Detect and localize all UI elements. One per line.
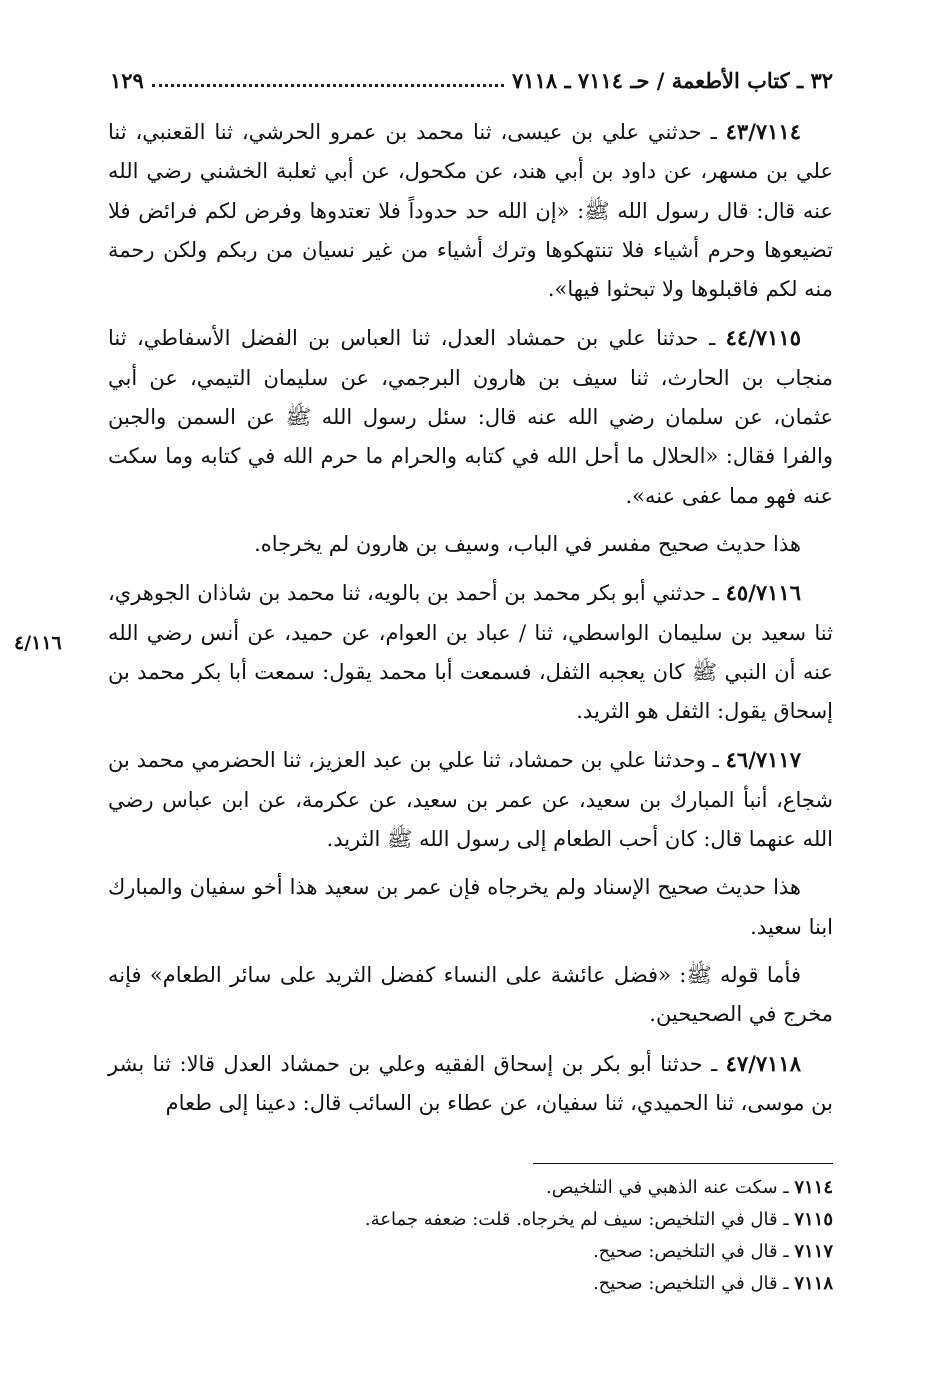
leader-dots <box>152 84 504 87</box>
hadith-paragraph <box>108 318 833 515</box>
footnote-text: ـ سكت عنه الذهبي في التلخيص. <box>546 1177 795 1198</box>
main-text <box>108 112 833 1132</box>
commentary-paragraph <box>108 868 833 947</box>
commentary-text: فأما قوله ﷺ: «فضل عائشة على النساء كفضل الثريد على سائر الطعام» فإنه مخرج في الصحيحين. <box>108 962 833 1027</box>
footnote-number: ٧١١٤ <box>794 1177 833 1198</box>
hadith-text: ـ حدثنا علي بن حمشاد العدل، ثنا العباس بن الفضل الأسفاطي، ثنا منجاب بن الحارث، ثنا سيف بن هارون البرجمي، عن سليمان التيمي، عن أبي عثمان، عن سلمان رضي الله عنه قال: سئل رسول الله ﷺ عن السمن والجبن والفرا فقال: «الحلال ما أحل الله في كتابه والحرام ما حرم الله في كتابه وما سكت عنه فهو مما عفى عنه». <box>108 326 833 508</box>
footnotes <box>108 1172 833 1300</box>
footnote <box>108 1172 833 1204</box>
footnote <box>108 1236 833 1268</box>
hadith-number: ٤٤/٧١١٥ <box>725 325 801 351</box>
running-title: ٣٢ ـ كتاب الأطعمة / حـ ٧١١٤ ـ ٧١١٨ <box>512 67 833 93</box>
footnote-number: ٧١١٨ <box>794 1273 833 1294</box>
commentary-paragraph <box>108 956 833 1035</box>
hadith-number: ٤٣/٧١١٤ <box>725 119 801 144</box>
footnote-text: ـ قال في التلخيص: صحيح. <box>592 1241 795 1262</box>
footnote <box>108 1268 833 1300</box>
manuscript-folio-note: ٤/١١٦ <box>14 632 62 654</box>
footnote-separator <box>533 1163 833 1164</box>
hadith-paragraph <box>108 112 833 309</box>
commentary-text: هذا حديث صحيح الإسناد ولم يخرجاه فإن عمر بن سعيد هذا أخو سفيان والمبارك ابنا سعيد. <box>108 875 833 939</box>
hadith-paragraph <box>108 1044 833 1124</box>
hadith-number: ٤٧/٧١١٨ <box>725 1050 801 1076</box>
footnote-text: ـ قال في التلخيص: صحيح. <box>592 1273 795 1294</box>
footnote-number: ٧١١٧ <box>794 1241 833 1262</box>
page-number: ١٢٩ <box>110 67 144 93</box>
hadith-paragraph <box>108 740 833 859</box>
page-header <box>110 60 833 100</box>
footnote <box>108 1204 833 1236</box>
hadith-text: ـ حدثنا أبو بكر بن إسحاق الفقيه وعلي بن حمشاد العدل قالا: ثنا بشر بن موسى، ثنا الحميدي، ثنا سفيان، عن عطاء بن السائب قال: دعينا إلى طعام <box>108 1051 833 1115</box>
hadith-number: ٤٥/٧١١٦ <box>725 580 801 606</box>
hadith-paragraph <box>108 573 833 731</box>
hadith-text: ـ وحدثنا علي بن حمشاد، ثنا علي بن عبد العزيز، ثنا الحضرمي محمد بن شجاع، أنبأ المبارك بن سعيد، عن عمر بن سعيد، عن عكرمة، عن ابن عباس رضي الله عنهما قال: كان أحب الطعام إلى رسول الله ﷺ الثريد. <box>108 748 833 852</box>
hadith-text: ـ حدثني علي بن عيسى، ثنا محمد بن عمرو الحرشي، ثنا القعنبي، ثنا علي بن مسهر، عن داود بن أبي هند، عن مكحول، عن أبي ثعلبة الخشني رضي الله عنه قال: قال رسول الله ﷺ: «إن الله حد حدوداً فلا تعتدوها وفرض لكم فرائض فلا تضيعوها وحرم أشياء فلا تنتهكوها وترك أشياء من غير نسيان من ربكم ولكن رحمة منه لكم فاقبلوها ولا تبحثوا فيها». <box>108 120 833 302</box>
footnote-text: ـ قال في التلخيص: سيف لم يخرجاه. قلت: ضعفه جماعة. <box>364 1209 795 1230</box>
commentary-text: هذا حديث صحيح مفسر في الباب، وسيف بن هارون لم يخرجاه. <box>254 531 801 556</box>
hadith-number: ٤٦/٧١١٧ <box>725 747 801 773</box>
footnote-number: ٧١١٥ <box>794 1209 833 1230</box>
commentary-paragraph <box>108 525 833 564</box>
hadith-text: ـ حدثني أبو بكر محمد بن أحمد بن بالويه، ثنا محمد بن شاذان الجوهري، ثنا سعيد بن سليمان الواسطي، ثنا / عباد بن العوام، عن حميد، عن أنس رضي الله عنه أن النبي ﷺ كان يعجبه الثفل، فسمعت أبا محمد يقول: سمعت أبا بكر محمد بن إسحاق يقول: الثفل هو الثريد. <box>108 581 833 724</box>
